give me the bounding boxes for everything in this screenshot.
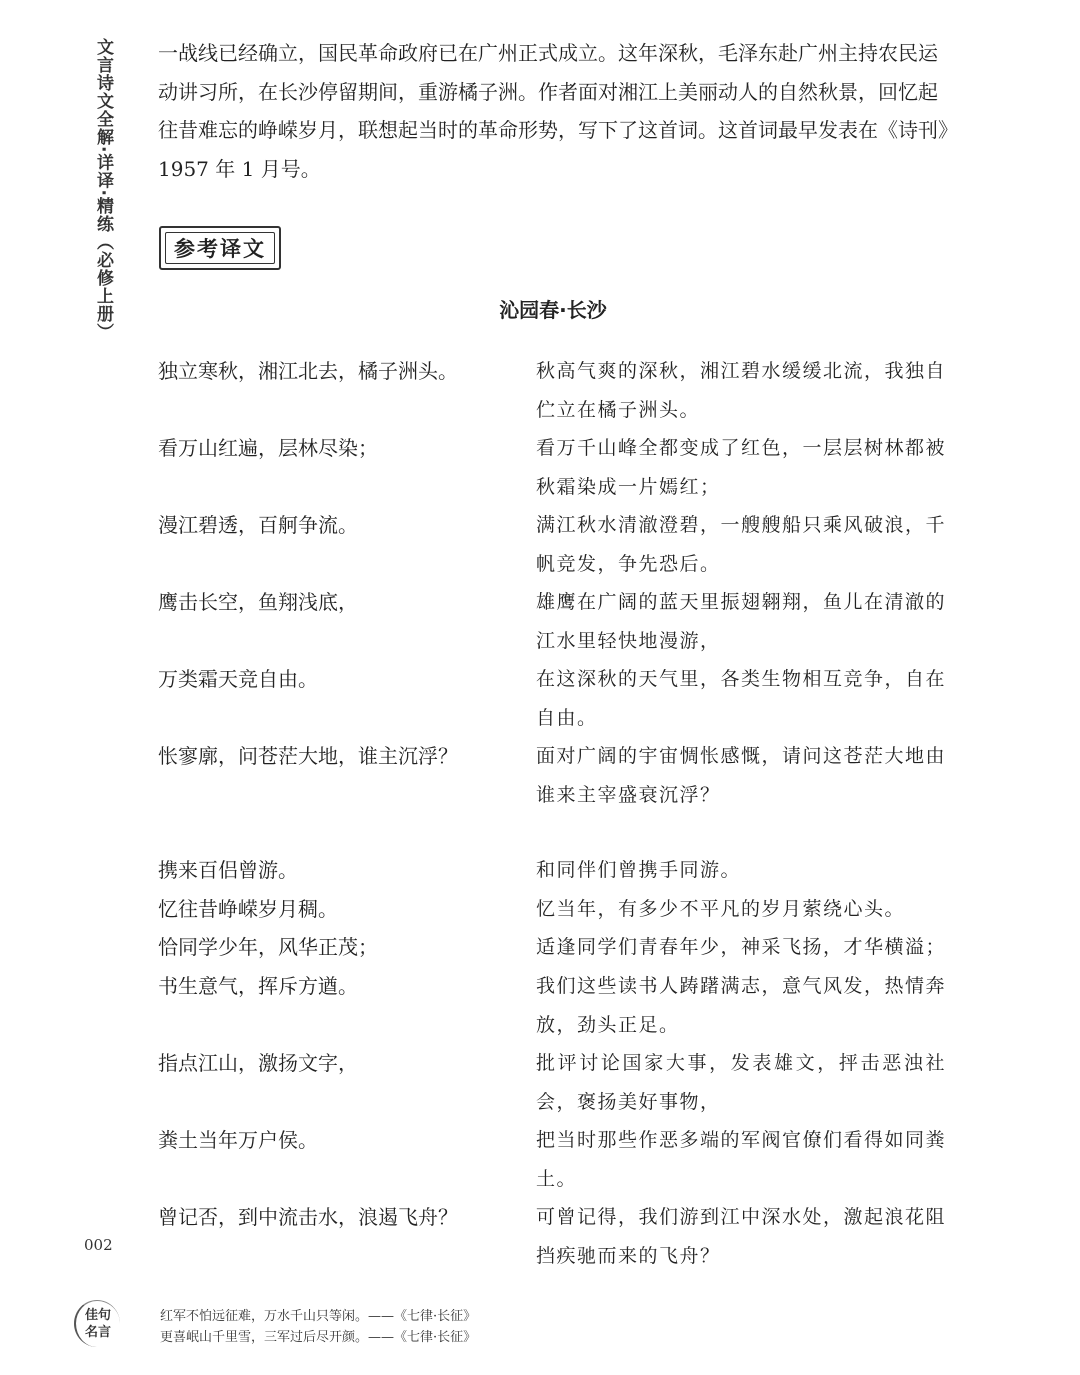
- translation-line: 雄鹰在广阔的蓝天里振翅翱翔，鱼儿在清澈的江水里轻快地漫游，: [536, 591, 947, 652]
- section-label-box: [159, 226, 281, 270]
- translation-line: 批评讨论国家大事，发表雄文，抨击恶浊社会，褒扬美好事物，: [536, 1052, 946, 1113]
- translation-line: 我们这些读书人踌躇满志，意气风发，热情奔放，劲头正足。: [536, 975, 947, 1036]
- logo-line-2: 名言: [84, 1325, 111, 1340]
- footer-quote: 更喜岷山千里雪，三军过后尽开颜。——《七律·长征》: [160, 1330, 477, 1345]
- poem-title: 沁园春·长沙: [499, 298, 607, 322]
- original-line: 忆往昔峥嵘岁月稠。: [158, 897, 338, 921]
- original-line: 鹰击长空，鱼翔浅底，: [158, 590, 358, 614]
- original-line: 独立寒秋，湘江北去，橘子洲头。: [158, 359, 458, 383]
- footer-quote-list: [160, 1306, 476, 1348]
- book-title-vertical: 文言诗文全解·详译·精练（必修上册）: [93, 38, 113, 341]
- intro-text: 一战线已经确立，国民革命政府已在广州正式成立。这年深秋，毛泽东赴广州主持农民运动讲习所，在长沙停留期间，重游橘子洲。作者面对湘江上美丽动人的自然秋景，回忆起往昔难忘的峥嵘岁月，联想起当时的革命形势，写下了这首词。这首词最早发表在《诗刊》1957 年 1 月号。: [158, 41, 948, 181]
- original-line: 携来百侣曾游。: [158, 858, 298, 882]
- page-number: 002: [84, 1236, 113, 1254]
- translation-line: 看万千山峰全都变成了红色，一层层树林都被秋霜染成一片嫣红；: [536, 437, 947, 498]
- original-line: 怅寥廓，问苍茫大地，谁主沉浮？: [158, 744, 458, 768]
- original-line: 漫江碧透，百舸争流。: [158, 513, 358, 537]
- original-line: 曾记否，到中流击水，浪遏飞舟？: [158, 1205, 458, 1229]
- original-line: 书生意气，挥斥方遒。: [158, 974, 358, 998]
- intro-paragraph: [158, 34, 948, 188]
- translation-line: 适逢同学们青春年少，神采飞扬，才华横溢；: [536, 936, 947, 958]
- translation-line: 秋高气爽的深秋，湘江碧水缓缓北流，我独自伫立在橘子洲头。: [536, 360, 947, 421]
- translation-line: 和同伴们曾携手同游。: [536, 859, 742, 881]
- translation-line: 在这深秋的天气里，各类生物相互竞争，自在自由。: [536, 668, 947, 729]
- footer-quotes: [70, 1296, 970, 1356]
- translation-line: 满江秋水清澈澄碧，一艘艘船只乘风破浪，千帆竞发，争先恐后。: [536, 514, 947, 575]
- original-line: 指点江山，激扬文字，: [158, 1051, 358, 1075]
- logo-line-1: 佳句: [84, 1308, 111, 1323]
- footer-quote: 红军不怕远征难，万水千山只等闲。——《七律·长征》: [160, 1309, 477, 1324]
- translation-line: 忆当年，有多少不平凡的岁月萦绕心头。: [536, 898, 906, 920]
- translation-line: 可曾记得，我们游到江中深水处，激起浪花阻挡疾驰而来的飞舟？: [536, 1206, 947, 1267]
- quote-logo-icon: [74, 1300, 120, 1347]
- translation-line: 把当时那些作恶多端的军阀官僚们看得如同粪土。: [536, 1129, 947, 1190]
- original-line: 粪土当年万户侯。: [158, 1128, 318, 1152]
- translation-line: 面对广阔的宇宙惆怅感慨，请问这苍茫大地由谁来主宰盛衰沉浮？: [536, 745, 947, 806]
- section-label-text: 参考译文: [174, 237, 266, 261]
- original-line: 恰同学少年，风华正茂；: [158, 935, 378, 959]
- original-line: 看万山红遍，层林尽染；: [158, 436, 378, 460]
- original-line: 万类霜天竞自由。: [158, 667, 318, 691]
